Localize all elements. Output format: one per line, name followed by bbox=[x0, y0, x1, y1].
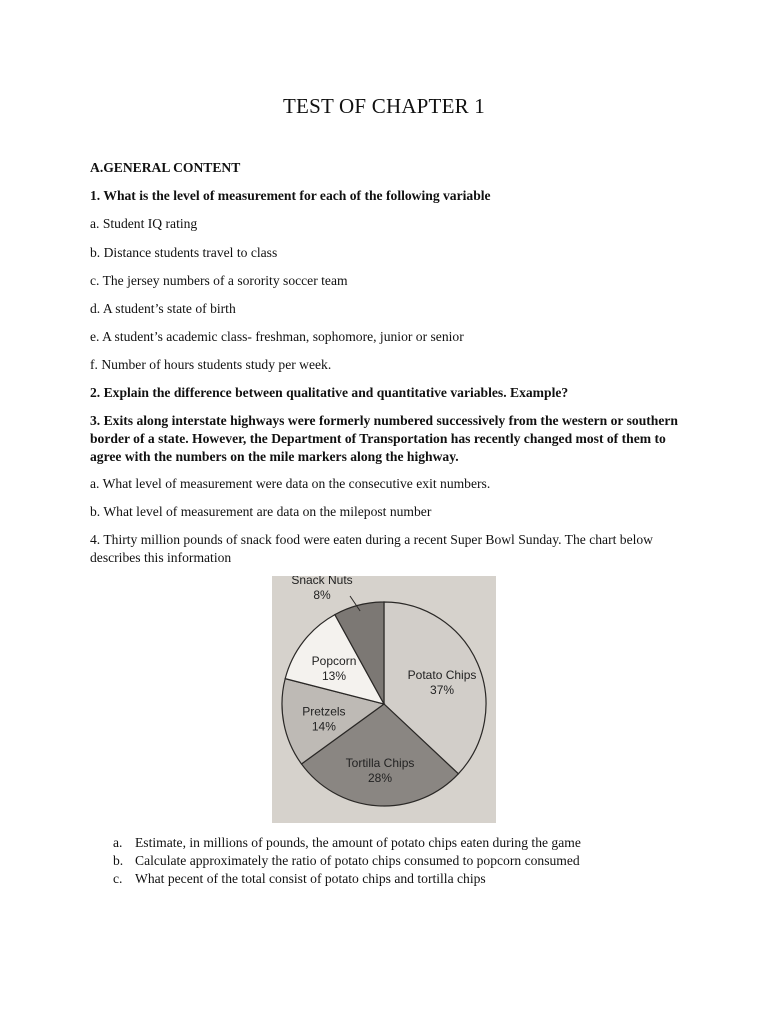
pie-value-tortilla-chips: 28% bbox=[368, 771, 393, 786]
q4-item-a-text: Estimate, in millions of pounds, the amount of potato chips eaten during the game bbox=[135, 835, 581, 850]
pie-value-pretzels: 14% bbox=[311, 719, 336, 734]
q4-item-a-letter: a. bbox=[113, 835, 123, 850]
pie-label-pretzels: Pretzels bbox=[302, 704, 346, 719]
q4-item-c-text: What pecent of the total consist of potato chips and tortilla chips bbox=[135, 871, 486, 886]
pie-value-potato-chips: 37% bbox=[430, 682, 455, 697]
question-3: 3. Exits along interstate highways were formerly numbered successively from the western or southern border of a state. However, the Department of Transportation has recently changed most of them to agree with the numbers on the mile markers along the highway. bbox=[90, 413, 678, 464]
pie-value-popcorn: 13% bbox=[322, 669, 347, 684]
q4-item-b-text: Calculate approximately the ratio of potato chips consumed to popcorn consumed bbox=[135, 853, 580, 868]
q4-item-c bbox=[113, 870, 486, 888]
pie-chart bbox=[272, 576, 496, 823]
q1-item-e: e. A student’s academic class- freshman, sophomore, junior or senior bbox=[90, 329, 464, 344]
q1-item-d: d. A student’s state of birth bbox=[90, 301, 236, 316]
q4-item-b-letter: b. bbox=[113, 853, 124, 868]
pie-label-tortilla-chips: Tortilla Chips bbox=[345, 756, 415, 771]
question-2: 2. Explain the difference between qualitative and quantitative variables. Example? bbox=[90, 385, 569, 400]
pie-value-snack-nuts: 8% bbox=[313, 588, 331, 602]
q4-item-b bbox=[113, 852, 580, 870]
question-1: 1. What is the level of measurement for each of the following variable bbox=[90, 188, 491, 203]
q4-item-c-letter: c. bbox=[113, 871, 123, 886]
q1-item-a: a. Student IQ rating bbox=[90, 216, 198, 231]
q4-item-a bbox=[113, 834, 581, 852]
q3-item-a: a. What level of measurement were data on the consecutive exit numbers. bbox=[90, 476, 491, 491]
q3-item-b: b. What level of measurement are data on the milepost number bbox=[90, 504, 432, 519]
pie-label-snack-nuts: Snack Nuts bbox=[291, 576, 353, 587]
q1-item-b: b. Distance students travel to class bbox=[90, 245, 278, 260]
pie-label-potato-chips: Potato Chips bbox=[407, 667, 477, 682]
q1-item-f: f. Number of hours students study per week. bbox=[90, 357, 332, 372]
pie-label-popcorn: Popcorn bbox=[311, 654, 357, 669]
pie-chart-figure bbox=[272, 576, 496, 823]
question-4: 4. Thirty million pounds of snack food were eaten during a recent Super Bowl Sunday. The chart below describes this information bbox=[90, 532, 653, 565]
q1-item-c: c. The jersey numbers of a sorority soccer team bbox=[90, 273, 348, 288]
section-heading: A.GENERAL CONTENT bbox=[90, 160, 241, 175]
page-title: TEST OF CHAPTER 1 bbox=[283, 94, 485, 118]
